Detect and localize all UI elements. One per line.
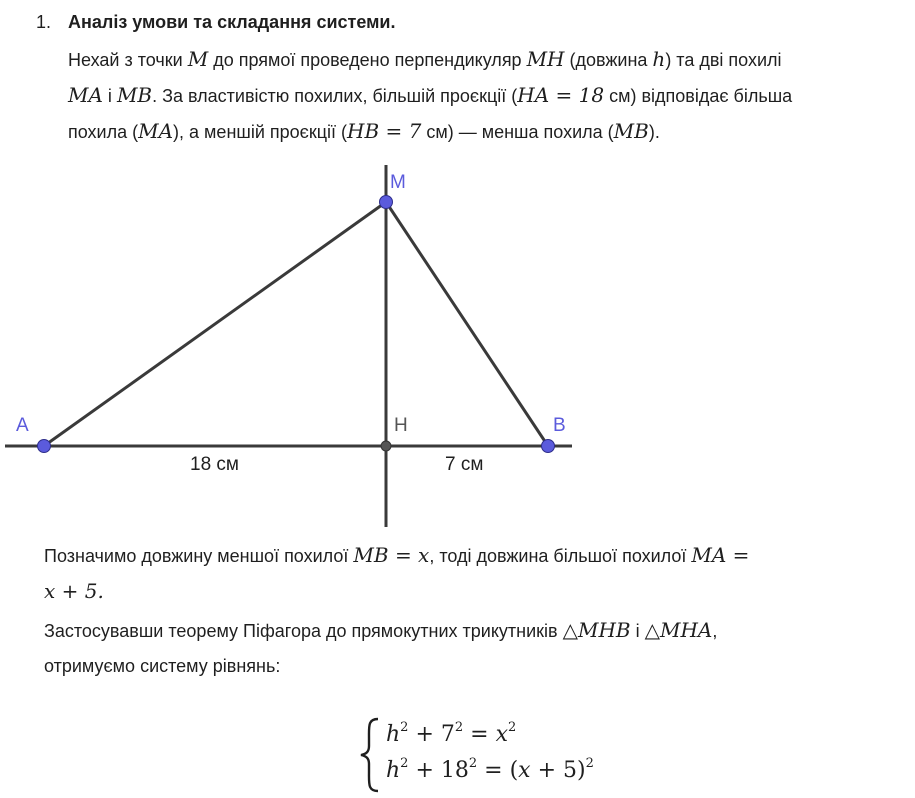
text: Позначимо довжину меншої похилої [44, 546, 354, 566]
segment-MA [44, 202, 386, 446]
eq2-plus-18: + 18 [408, 758, 469, 783]
point-A [38, 440, 51, 453]
math-M: M [187, 47, 209, 71]
exp: 2 [585, 756, 594, 771]
math-MA: MA [68, 83, 103, 107]
label-M: M [390, 172, 406, 193]
text: похила ( [68, 122, 139, 142]
eq2-equals: = ( [477, 758, 519, 783]
eq2-h: h [386, 758, 401, 783]
para2-line-2 [44, 580, 104, 603]
label-HA-length: 18 см [190, 454, 239, 475]
eq2-x: x [518, 758, 531, 783]
text: см) — менша похила ( [421, 122, 614, 142]
equation-1 [386, 722, 516, 747]
eq2-plus-5: + 5) [530, 758, 586, 783]
text: Нехай з точки [68, 50, 188, 70]
para3-line-2 [44, 655, 280, 677]
step-number: 1. [36, 12, 52, 32]
point-M [380, 196, 393, 209]
exp: 2 [454, 720, 464, 735]
text: см) відповідає більша [604, 86, 793, 106]
math-MB: MB [116, 83, 153, 107]
math-MA-eq: MA = [691, 543, 750, 567]
point-H [381, 441, 391, 451]
point-B [542, 440, 555, 453]
label-A: A [16, 415, 29, 436]
eq1-h: h [386, 722, 401, 747]
label-H: H [394, 415, 408, 436]
math-HA: HA = 18 [517, 83, 605, 107]
exp: 2 [400, 720, 409, 735]
eq1-equals: = [463, 722, 496, 747]
text: і [630, 621, 645, 641]
text: ). [648, 122, 660, 142]
math-MH: MH [526, 47, 565, 71]
math-x-plus-5: x + 5. [44, 579, 104, 603]
eq1-plus-7: + 7 [408, 722, 455, 747]
text: і [102, 86, 117, 106]
math-triangle-MHB: △MHB [562, 618, 631, 642]
math-MB: MB [613, 119, 649, 143]
math-HB: HB = 7 [347, 119, 422, 143]
equation-2 [386, 758, 594, 783]
label-HB-length: 7 см [445, 454, 484, 475]
system-brace [358, 716, 382, 794]
text: , тоді довжина більшої похилої [429, 546, 692, 566]
math-triangle-MHA: △MHA [644, 618, 713, 642]
text: , [712, 621, 718, 641]
text: ) та дві похилі [665, 50, 782, 70]
text: до прямої проведено перпендикуляр [208, 50, 527, 70]
text: отримуємо систему рівнянь: [44, 656, 281, 676]
para3-line-1 [44, 619, 717, 642]
math-h: h [652, 47, 666, 71]
eq1-x: x [495, 722, 508, 747]
text: . За властивістю похилих, більшій проєкції ( [152, 86, 518, 106]
segment-MB [386, 202, 548, 446]
math-MA: MA [138, 119, 174, 143]
text: (довжина [564, 50, 653, 70]
exp: 2 [400, 756, 409, 771]
exp: 2 [468, 756, 478, 771]
para2-line-1 [44, 544, 749, 567]
text: ), а меншій проєкції ( [173, 122, 348, 142]
math-MB-eq-x: MB = x [353, 543, 430, 567]
exp: 2 [508, 720, 517, 735]
text: Застосувавши теорему Піфагора до прямокутних трикутників [44, 621, 563, 641]
label-B: B [553, 415, 566, 436]
step-title: Аналіз умови та складання системи. [68, 12, 396, 32]
